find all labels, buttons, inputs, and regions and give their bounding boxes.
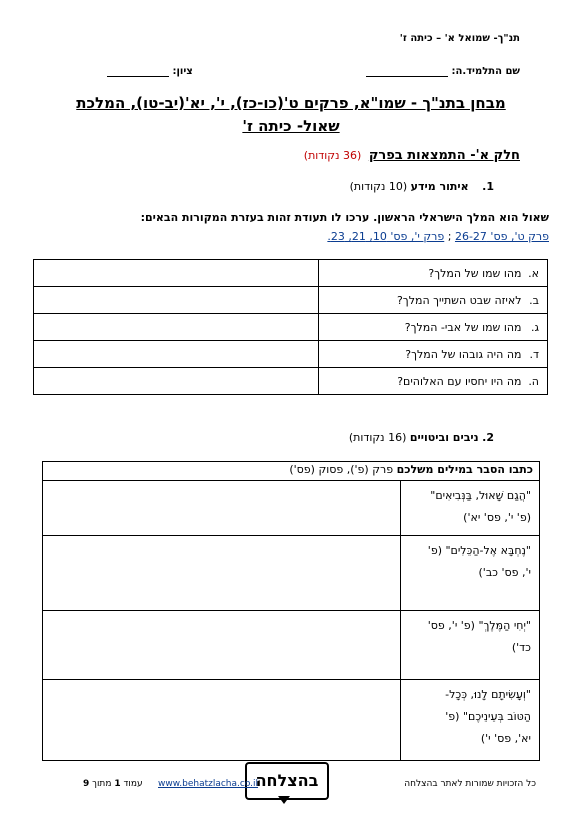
q1-question-cell [319, 287, 548, 314]
q2-heading [349, 431, 494, 444]
q2-table [42, 461, 540, 761]
q1-question-cell [319, 260, 548, 287]
student-name-label: שם התלמיד.ה: [451, 66, 520, 77]
q2-expression-ref: (פ' י', פס' יא') [463, 511, 531, 524]
q1-answer-cell[interactable] [34, 287, 319, 314]
q2-expression-quote: "נֶחְבָּא אֶל-הַכֵּלִים" (פ' [427, 544, 531, 557]
part-a-title: חלק א'- התמצאות בפרק [368, 148, 520, 163]
q2-row [43, 611, 540, 680]
q2-expression-quote: "יְחִי הַמֶּלֶךְ" (פ' י', פס' [427, 619, 531, 632]
subject-header: תנ"ך- שמואל א' – כיתה ז' [399, 33, 520, 44]
q1-question-cell [319, 341, 548, 368]
q2-answer-cell[interactable] [43, 481, 401, 536]
q1-row [34, 287, 548, 314]
student-name-field [366, 66, 520, 77]
q1-question-cell [319, 314, 548, 341]
q1-row-letter: ד. [529, 347, 539, 361]
q2-header-bold: כתבו הסבר במילים משלכם [396, 463, 533, 476]
grade-label: ציון: [172, 66, 193, 77]
q1-answer-cell[interactable] [34, 368, 319, 395]
q1-row [34, 368, 548, 395]
q1-source-link-2[interactable]: פרק י', פס' 10, 21, 23. [327, 230, 445, 243]
q1-row-question: מה היו יחסיו עם האלוהים? [397, 374, 522, 388]
grade-line[interactable] [107, 76, 169, 77]
q1-row-letter: ב. [529, 293, 539, 307]
q2-row [43, 481, 540, 536]
grade-field [107, 66, 193, 77]
q1-row-question: מהו שמו של אבי- המלך? [404, 320, 522, 334]
q1-table [33, 259, 548, 395]
exam-title-line2: שאול- כיתה ז' [242, 117, 340, 135]
q1-row-question: מה היה גובהו של המלך? [405, 347, 522, 361]
footer-copyright: כל הזכויות שמורות לאתר בהצלחה [404, 779, 536, 789]
q2-answer-cell[interactable] [43, 680, 401, 761]
q1-answer-cell[interactable] [34, 260, 319, 287]
q2-header-rest: פרק (פ'), פסוק (פס') [289, 463, 397, 476]
q1-row-question: מהו שמו של המלך? [428, 266, 522, 280]
part-a-heading [304, 148, 520, 163]
q1-title: איתור מידע [410, 180, 469, 193]
q2-answer-cell[interactable] [43, 536, 401, 611]
q1-row-letter: א. [528, 266, 539, 280]
q2-expression-cell [401, 536, 540, 611]
q1-source-sep: ; [444, 230, 455, 243]
page-current: 1 [114, 779, 121, 789]
exam-title-line1: מבחן בתנ"ך - שמו"א, פרקים ט'(כו-כז), י', יא'(יב-טו), המלכת [76, 94, 506, 112]
q1-row-letter: ג. [530, 320, 539, 334]
page-total: 9 [83, 779, 90, 789]
footer-url[interactable]: www.behatzlacha.co.il [158, 779, 259, 789]
q2-number: 2. [482, 431, 494, 444]
site-logo-text: בהצלחה [255, 771, 319, 790]
q2-table-header [43, 462, 540, 481]
q2-expression-cell [401, 611, 540, 680]
q1-question-cell [319, 368, 548, 395]
q2-expression-cell [401, 481, 540, 536]
q1-heading [350, 180, 494, 193]
q2-expression-ref: י', פס' כב') [478, 566, 531, 579]
q2-expression-ref: כד') [511, 641, 531, 654]
q2-title: ניבים וביטויים [409, 431, 479, 444]
q1-row-question: לאיזה שבט השתייך המלך? [396, 293, 522, 307]
q2-expression-cell [401, 680, 540, 761]
student-name-line[interactable] [366, 76, 448, 77]
q1-number: 1. [482, 180, 494, 193]
footer-page-info [83, 779, 143, 789]
page-info-prefix: עמוד [123, 779, 143, 789]
q2-answer-cell[interactable] [43, 611, 401, 680]
q1-row [34, 260, 548, 287]
page-info-mid: מתוך [92, 779, 112, 789]
q2-row [43, 680, 540, 761]
logo-pointer-shape [278, 796, 290, 804]
q2-expression-quote-cont: הַטּוֹב בְּעֵינֵיכֶם" (פ' [445, 710, 531, 723]
q2-row [43, 536, 540, 611]
q1-row-letter: ה. [528, 374, 539, 388]
q2-expression-quote: "הֲגַם שָׁאוּל, בַּנְּבִיאִים" [430, 489, 531, 502]
q1-sources [327, 230, 549, 243]
q1-answer-cell[interactable] [34, 341, 319, 368]
q1-answer-cell[interactable] [34, 314, 319, 341]
q2-expression-quote: "וְעָשִׂיתָם לָנוּ, כְּכָל- [445, 688, 531, 701]
q2-expression-ref: יא', פס' י') [480, 732, 531, 745]
q1-row [34, 341, 548, 368]
part-a-points: (36 נקודות) [303, 149, 362, 162]
q1-row [34, 314, 548, 341]
q1-points: (10 נקודות) [349, 180, 408, 193]
q1-instruction: שאול הוא המלך הישראלי הראשון. ערכו לו תעודת זהות בעזרת המקורות הבאים: [140, 211, 549, 224]
q1-source-link-1[interactable]: פרק ט', פס' 26-27 [454, 230, 549, 243]
q2-points: (16 נקודות) [348, 431, 407, 444]
